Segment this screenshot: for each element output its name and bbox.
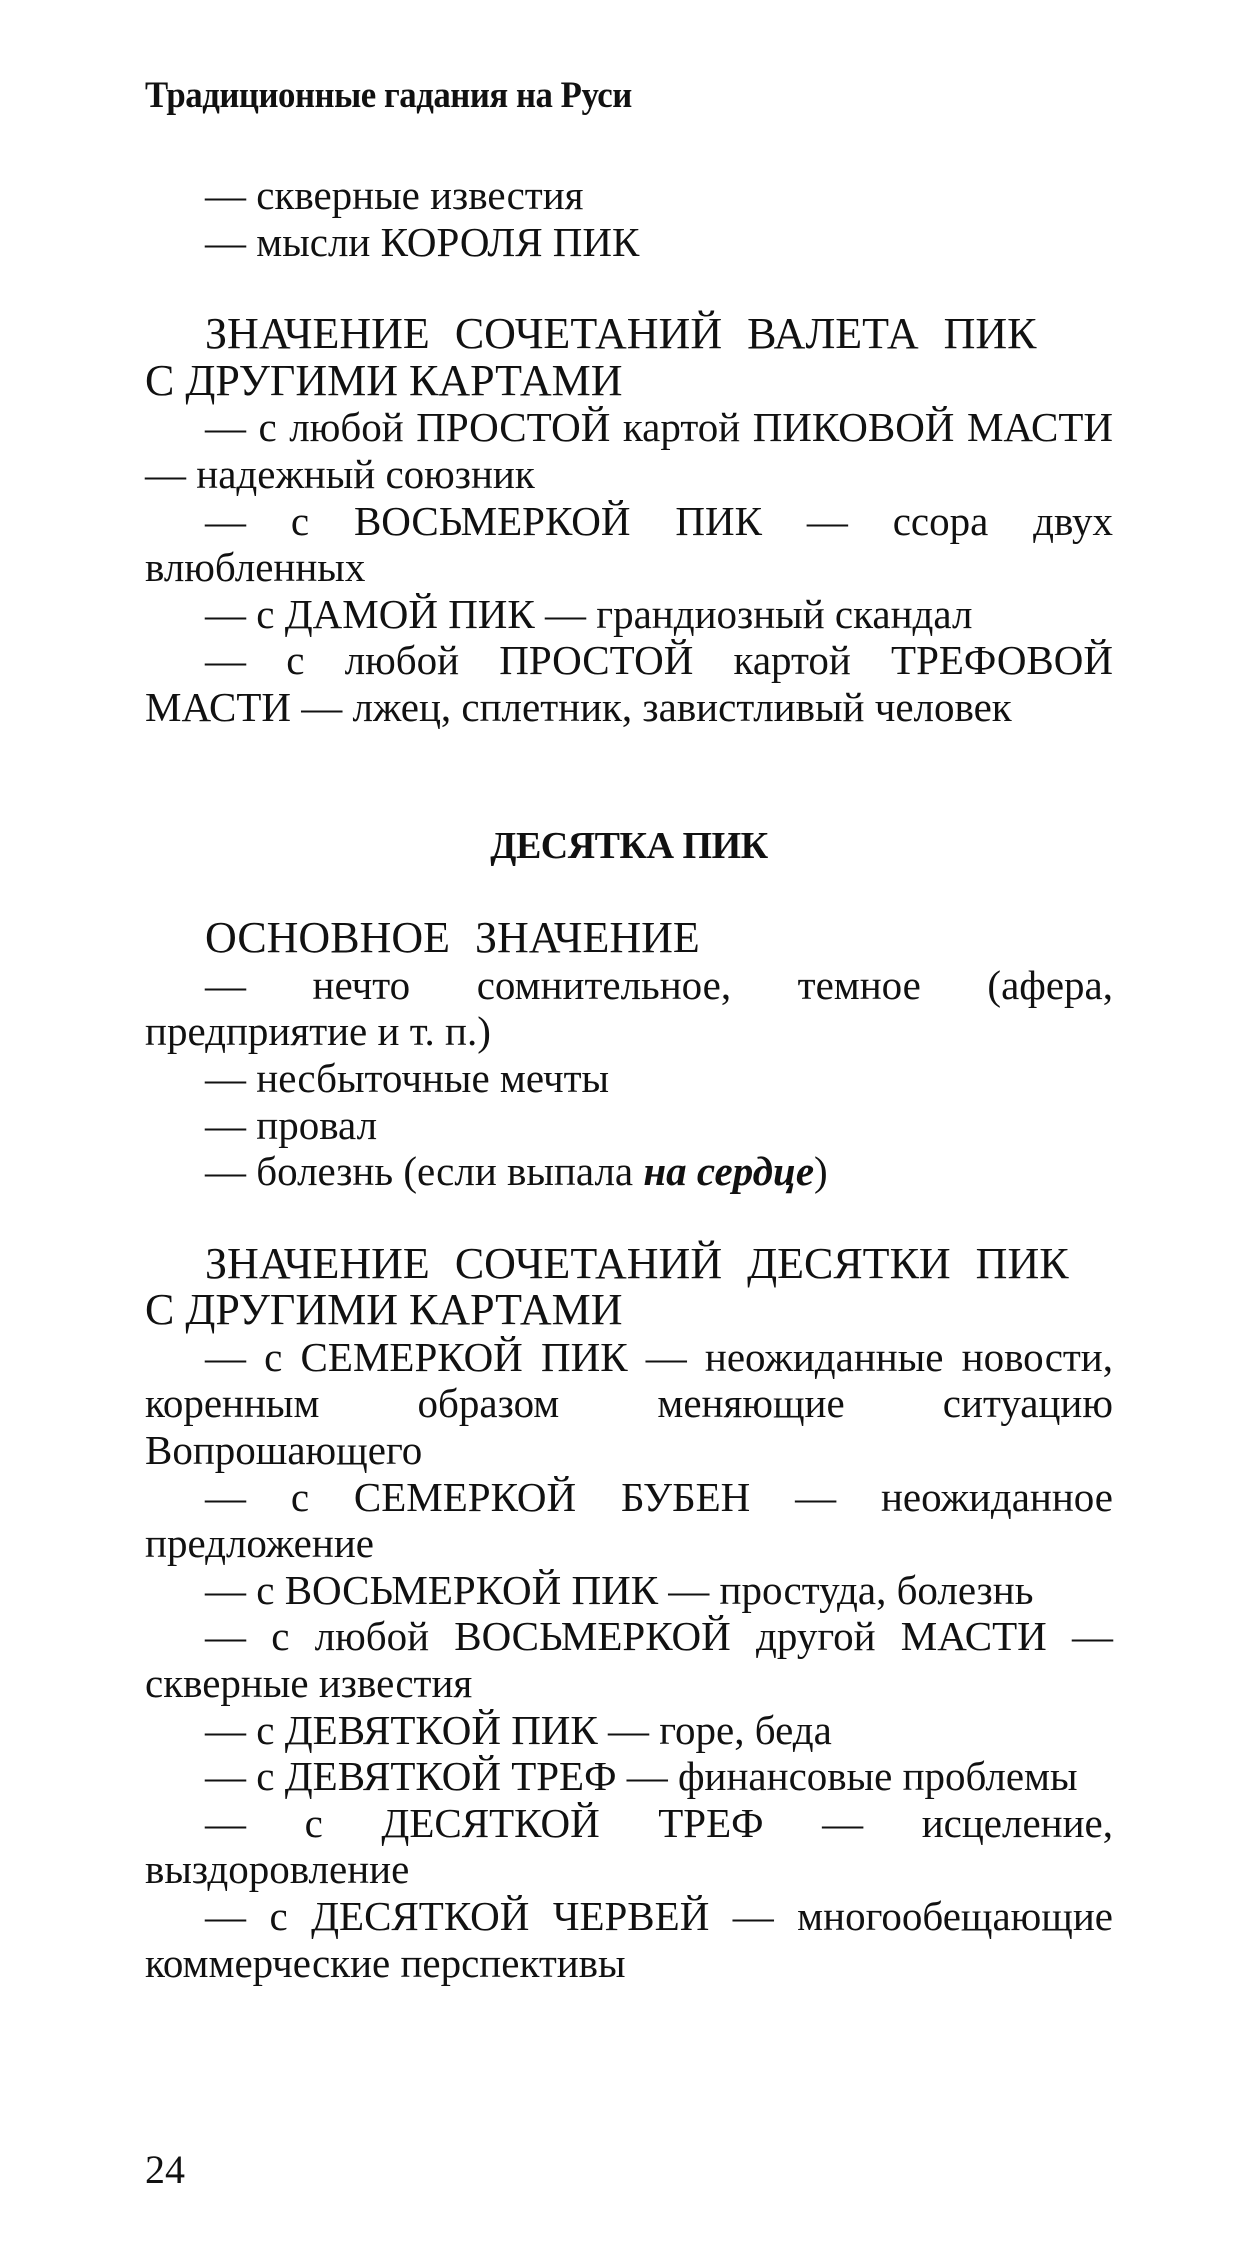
list-item: — с СЕМЕРКОЙ БУБЕН — неожиданное предложение	[145, 1473, 1113, 1567]
text-line: — скверные известия	[205, 172, 584, 218]
list-item: — с любой ВОСЬМЕРКОЙ другой МАСТИ — скверные известия	[145, 1613, 1113, 1707]
list-item: — с ДЕВЯТКОЙ ПИК — горе, беда	[205, 1706, 832, 1753]
list-item: — с ДАМОЙ ПИК — грандиозный скандал	[205, 590, 973, 637]
list-item: — с любой ПРОСТОЙ картой ПИКОВОЙ МАСТИ — надежный союзник	[145, 404, 1113, 497]
list-item-text: )	[814, 1148, 828, 1195]
main-meaning-heading: ОСНОВНОЕ ЗНАЧЕНИЕ	[205, 913, 700, 963]
list-item: — с ВОСЬМЕРКОЙ ПИК — ссора двух влюбленных	[145, 497, 1113, 591]
page-number: 24	[145, 2147, 185, 2192]
text-line: — мысли КОРОЛЯ ПИК	[205, 218, 640, 265]
list-item: — с ДЕСЯТКОЙ ТРЕФ — исцеление, выздоровление	[145, 1799, 1113, 1893]
section-title: ДЕСЯТКА ПИК	[490, 824, 768, 867]
list-item: — с ВОСЬМЕРКОЙ ПИК — простуда, болезнь	[205, 1566, 1034, 1613]
combinations-heading-jack: ЗНАЧЕНИЕ СОЧЕТАНИЙ ВАЛЕТА ПИК	[205, 309, 1037, 359]
page-body	[145, 172, 1113, 1986]
list-item: — нечто сомнительное, темное (афера, предприятие и т. п.)	[145, 961, 1113, 1055]
list-item: — провал	[205, 1101, 378, 1148]
list-item: — несбыточные мечты	[205, 1054, 610, 1101]
book-page	[145, 0, 1113, 2254]
list-item: — с ДЕВЯТКОЙ ТРЕФ — финансовые проблемы	[205, 1753, 1078, 1800]
emphasis-text: на сердце	[643, 1148, 815, 1195]
list-item: — с СЕМЕРКОЙ ПИК — неожиданные новости, коренным образом меняющие ситуацию Вопрошающего	[145, 1333, 1113, 1474]
combinations-heading-ten-cont: С ДРУГИМИ КАРТАМИ	[145, 1285, 623, 1335]
combinations-heading-jack-cont: С ДРУГИМИ КАРТАМИ	[145, 355, 623, 405]
list-item-text: — болезнь (если выпала	[205, 1148, 644, 1195]
list-item	[145, 1148, 1113, 1195]
combinations-heading-ten: ЗНАЧЕНИЕ СОЧЕТАНИЙ ДЕСЯТКИ ПИК	[205, 1238, 1069, 1288]
list-item: — с любой ПРОСТОЙ картой ТРЕФОВОЙ МАСТИ — лжец, сплетник, завистливый человек	[145, 637, 1113, 730]
list-item: — с ДЕСЯТКОЙ ЧЕРВЕЙ — многообещающие коммерческие перспективы	[145, 1893, 1113, 1986]
running-header: Традиционные гадания на Руси	[145, 75, 632, 116]
